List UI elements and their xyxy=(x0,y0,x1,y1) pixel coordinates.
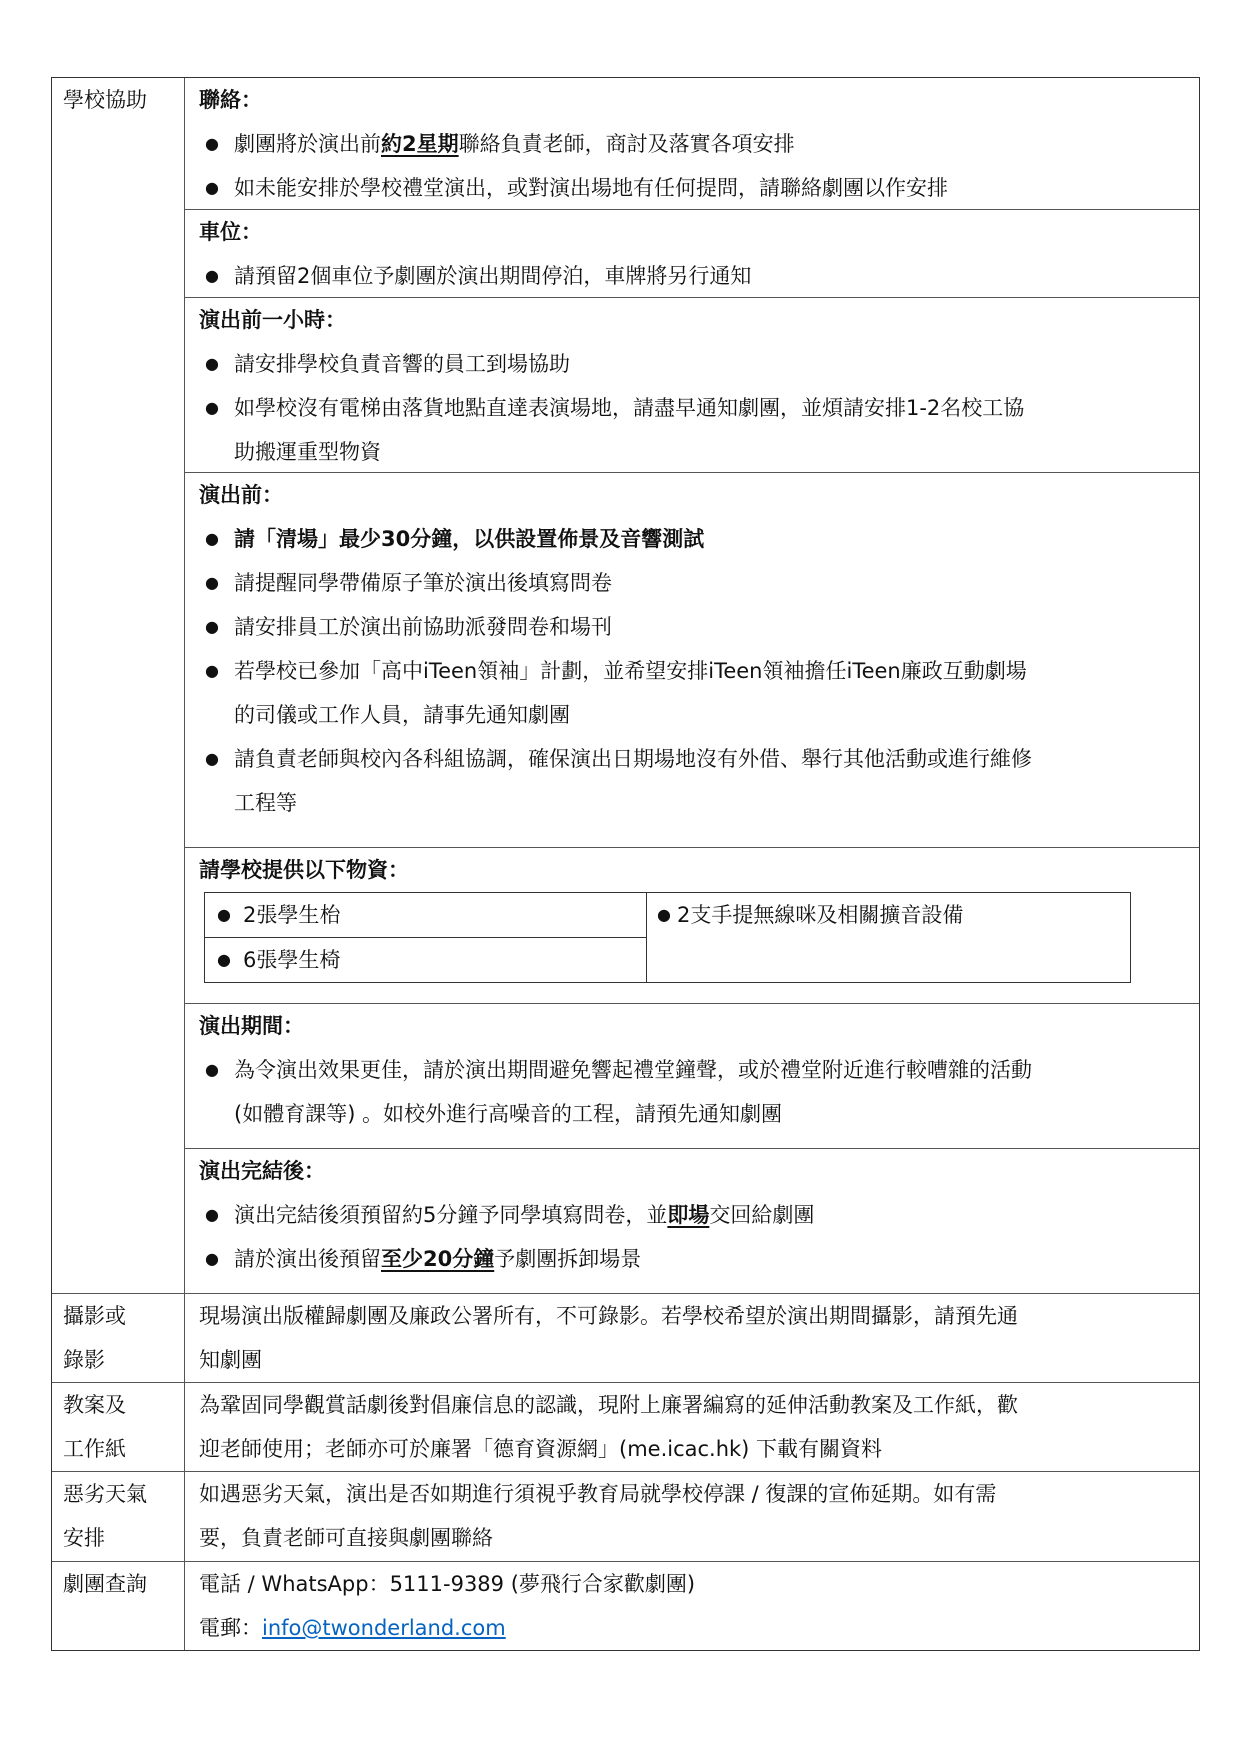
bullet-icon: ● xyxy=(205,1205,219,1224)
arrangements-table xyxy=(51,77,1200,1651)
list-item xyxy=(199,166,1199,210)
bullet-icon: ● xyxy=(205,749,219,768)
text-run: 如學校沒有電梯由落貨地點直達表演場地，請盡早通知劇團，並煩請安排1-2名校工協 xyxy=(234,396,1025,420)
list-item xyxy=(199,1193,1199,1237)
list-item xyxy=(199,1427,1199,1471)
list-item xyxy=(199,649,1199,693)
text-run: 為鞏固同學觀賞話劇後對倡廉信息的認識，現附上廉署編寫的延伸活動教案及工作紙，歡 xyxy=(199,1393,1018,1417)
text-run: 至少20分鐘 xyxy=(381,1247,495,1271)
text-run: 即場 xyxy=(667,1203,710,1227)
bullet-icon: ● xyxy=(205,134,219,153)
content-section xyxy=(185,1148,1199,1293)
table-row xyxy=(52,1293,1199,1382)
text-run: 請安排學校負責音響的員工到場協助 xyxy=(234,352,570,376)
list-item xyxy=(199,605,1199,649)
section-heading: 車位： xyxy=(199,220,262,244)
table-row xyxy=(52,1471,1199,1561)
content-section xyxy=(185,1383,1199,1471)
list-item xyxy=(199,342,1199,386)
row-content xyxy=(185,1472,1199,1561)
supply-label: 2支手提無線咪及相關擴音設備 xyxy=(677,903,964,927)
content-section xyxy=(185,1562,1199,1650)
text-run: 助搬運重型物資 xyxy=(234,440,381,464)
supply-item xyxy=(647,893,1132,937)
text-run: 劇團將於演出前 xyxy=(234,132,381,156)
list-item xyxy=(199,1606,1199,1650)
text-run: 若學校已參加「高中iTeen領袖」計劃，並希望安排iTeen領袖擔任iTeen廉政互動劇場 xyxy=(234,659,1027,683)
list-item xyxy=(199,781,1199,825)
row-content xyxy=(185,1562,1199,1650)
list-item xyxy=(199,1338,1199,1382)
supply-label: 6張學生椅 xyxy=(243,948,341,972)
text-run: 迎老師使用；老師亦可於廉署「德育資源網」(me.icac.hk) 下載有關資料 xyxy=(199,1437,883,1461)
text-run: 工程等 xyxy=(234,791,297,815)
bullet-icon: ● xyxy=(205,661,219,680)
text-run: 演出完結後須預留約5分鐘予同學填寫問卷，並 xyxy=(234,1203,668,1227)
bullet-icon: ● xyxy=(217,905,231,924)
section-heading: 演出前： xyxy=(199,483,283,507)
row-content xyxy=(185,78,1199,1293)
text-run: 請提醒同學帶備原子筆於演出後填寫問卷 xyxy=(234,571,612,595)
row-label: 劇團查詢 xyxy=(52,1562,185,1650)
text-run: 如未能安排於學校禮堂演出，或對演出場地有任何提問，請聯絡劇團以作安排 xyxy=(234,176,948,200)
text-run: 電郵： xyxy=(199,1616,262,1640)
text-run: 請「清場」最少30分鐘，以供設置佈景及音響測試 xyxy=(234,527,705,551)
list-item xyxy=(199,1472,1199,1516)
text-run: 如遇惡劣天氣，演出是否如期進行須視乎教育局就學校停課 / 復課的宣佈延期。如有需 xyxy=(199,1482,997,1506)
text-run: (如體育課等) 。如校外進行高噪音的工程，請預先通知劇團 xyxy=(234,1102,783,1126)
bullet-icon: ● xyxy=(657,905,671,924)
text-run: 現場演出版權歸劇團及廉政公署所有，不可錄影。若學校希望於演出期間攝影，請預先通 xyxy=(199,1304,1018,1328)
supplies-table xyxy=(204,892,1131,983)
bullet-icon: ● xyxy=(205,529,219,548)
supply-item xyxy=(205,893,647,938)
content-section xyxy=(185,1472,1199,1561)
list-item xyxy=(199,254,1199,298)
list-item xyxy=(199,1048,1199,1092)
list-item xyxy=(199,1383,1199,1427)
content-section xyxy=(185,78,1199,209)
row-label: 教案及 工作紙 xyxy=(52,1383,185,1471)
table-row xyxy=(52,1561,1199,1650)
bullet-icon: ● xyxy=(205,354,219,373)
bullet-icon: ● xyxy=(205,573,219,592)
text-run: 聯絡負責老師，商討及落實各項安排 xyxy=(458,132,795,156)
text-run: 請安排員工於演出前協助派發問卷和場刊 xyxy=(234,615,612,639)
content-section xyxy=(185,847,1199,1003)
section-heading: 演出前一小時： xyxy=(199,308,346,332)
list-item xyxy=(199,386,1199,430)
row-label: 惡劣天氣 安排 xyxy=(52,1472,185,1561)
list-item xyxy=(199,561,1199,605)
bullet-icon: ● xyxy=(205,1060,219,1079)
email-link[interactable]: info@twonderland.com xyxy=(262,1616,506,1640)
content-section xyxy=(185,1003,1199,1148)
content-section xyxy=(185,1294,1199,1382)
bullet-icon: ● xyxy=(205,266,219,285)
content-section xyxy=(185,472,1199,847)
section-heading: 演出期間： xyxy=(199,1014,304,1038)
bullet-icon: ● xyxy=(205,178,219,197)
list-item xyxy=(199,737,1199,781)
list-item xyxy=(199,693,1199,737)
list-item xyxy=(199,1294,1199,1338)
section-heading: 演出完結後： xyxy=(199,1159,325,1183)
text-run: 請預留2個車位予劇團於演出期間停泊，車牌將另行通知 xyxy=(234,264,752,288)
list-item xyxy=(199,1562,1199,1606)
bullet-icon: ● xyxy=(205,617,219,636)
text-run: 請於演出後預留 xyxy=(234,1247,381,1271)
list-item xyxy=(199,1237,1199,1281)
text-run: 交回給劇團 xyxy=(709,1203,815,1227)
bullet-icon: ● xyxy=(205,398,219,417)
row-content xyxy=(185,1383,1199,1471)
text-run: 為令演出效果更佳，請於演出期間避免響起禮堂鐘聲，或於禮堂附近進行較嘈雜的活動 xyxy=(234,1058,1032,1082)
table-row xyxy=(52,1382,1199,1471)
list-item xyxy=(199,1516,1199,1560)
list-item xyxy=(199,1092,1199,1136)
content-section xyxy=(185,209,1199,297)
supply-label: 2張學生枱 xyxy=(243,903,341,927)
text-run: 電話 / WhatsApp：5111-9389 (夢飛行合家歡劇團) xyxy=(199,1572,696,1596)
supply-item xyxy=(205,938,647,982)
text-run: 要，負責老師可直接與劇團聯絡 xyxy=(199,1526,493,1550)
row-label: 學校協助 xyxy=(52,78,185,1293)
section-heading: 聯絡： xyxy=(199,88,262,112)
text-run: 予劇團拆卸場景 xyxy=(494,1247,642,1271)
text-run: 請負責老師與校內各科組協調，確保演出日期場地沒有外借、舉行其他活動或進行維修 xyxy=(234,747,1032,771)
list-item xyxy=(199,122,1199,166)
row-content xyxy=(185,1294,1199,1382)
text-run: 知劇團 xyxy=(199,1348,262,1372)
text-run: 的司儀或工作人員，請事先通知劇團 xyxy=(234,703,570,727)
list-item xyxy=(199,517,1199,561)
bullet-icon: ● xyxy=(217,950,231,969)
content-section xyxy=(185,297,1199,472)
list-item xyxy=(199,430,1199,474)
row-label: 攝影或 錄影 xyxy=(52,1294,185,1382)
table-row xyxy=(52,78,1199,1293)
bullet-icon: ● xyxy=(205,1249,219,1268)
section-heading: 請學校提供以下物資： xyxy=(199,858,409,882)
text-run: 約2星期 xyxy=(381,132,459,156)
